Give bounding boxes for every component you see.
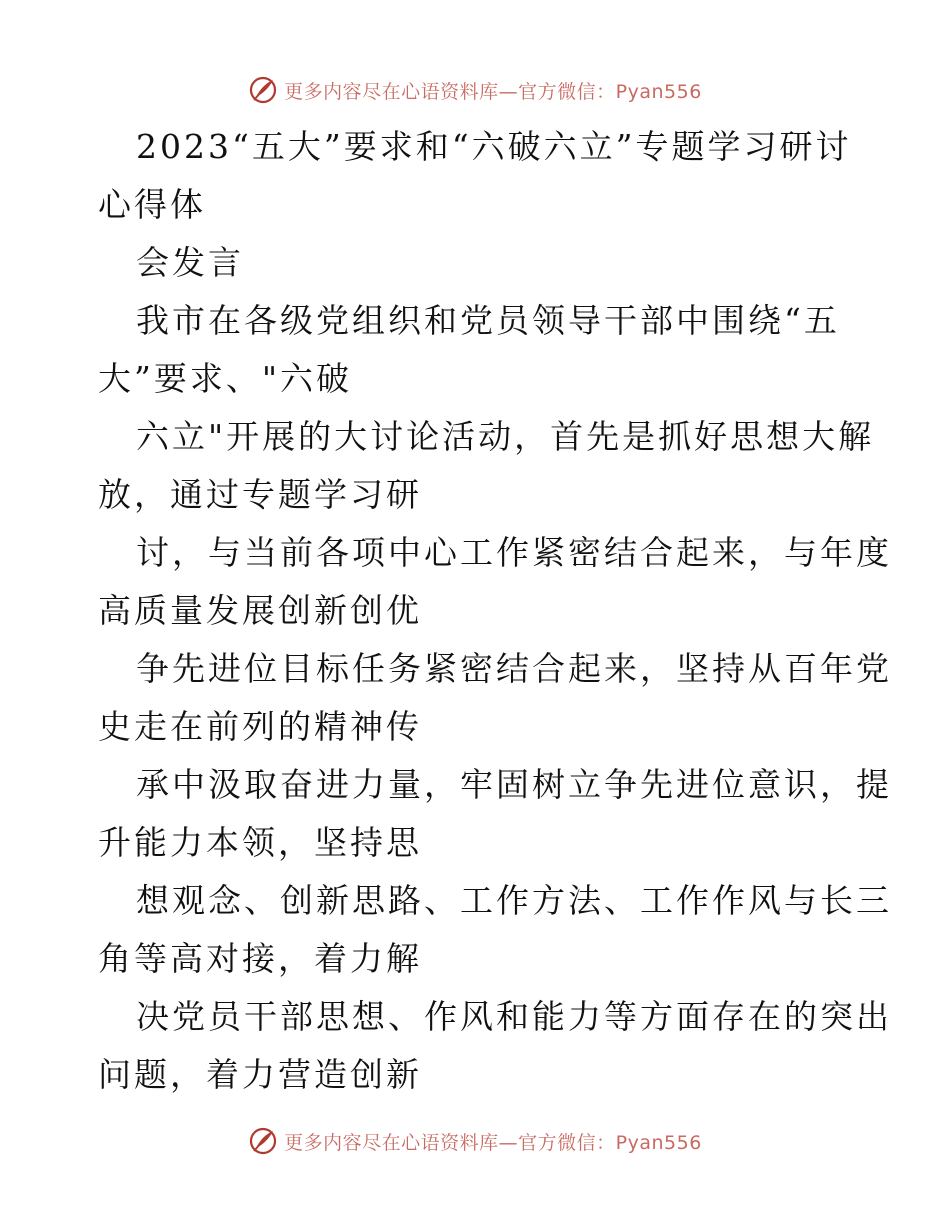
text-line: 角等高对接，着力解: [98, 939, 422, 978]
text-line: 大”要求、"六破: [98, 359, 353, 398]
text-line: 讨，与当前各项中心工作紧密结合起来，与年度: [136, 533, 892, 572]
text-line: 2023“五大”要求和“六破六立”专题学习研讨: [136, 127, 852, 166]
text-line: 想观念、创新思路、工作方法、工作作风与长三: [136, 881, 892, 920]
feather-logo-icon: [248, 75, 278, 105]
text-line: 六立"开展的大讨论活动，首先是抓好思想大解: [136, 417, 875, 456]
footer-banner: [0, 1121, 950, 1161]
text-line: 争先进位目标任务紧密结合起来，坚持从百年党: [136, 649, 892, 688]
header-banner: [0, 70, 950, 110]
text-line: 史走在前列的精神传: [98, 707, 422, 746]
text-line: 高质量发展创新创优: [98, 591, 422, 630]
text-line: 放，通过专题学习研: [98, 475, 422, 514]
text-line: 升能力本领，坚持思: [98, 823, 422, 862]
text-line: 我市在各级党组织和党员领导干部中围绕“五: [136, 301, 840, 340]
banner-text: 更多内容尽在心语资料库—官方微信：Pyan556: [284, 1131, 702, 1154]
text-line: 决党员干部思想、作风和能力等方面存在的突出: [136, 997, 892, 1036]
text-line: 承中汲取奋进力量，牢固树立争先进位意识，提: [136, 765, 892, 804]
text-line: 心得体: [98, 185, 206, 224]
feather-logo-icon: [248, 1126, 278, 1156]
banner-text: 更多内容尽在心语资料库—官方微信：Pyan556: [284, 80, 702, 103]
text-line: 问题，着力营造创新: [98, 1055, 422, 1094]
document-body: [98, 118, 892, 1104]
text-line: 会发言: [136, 243, 244, 282]
